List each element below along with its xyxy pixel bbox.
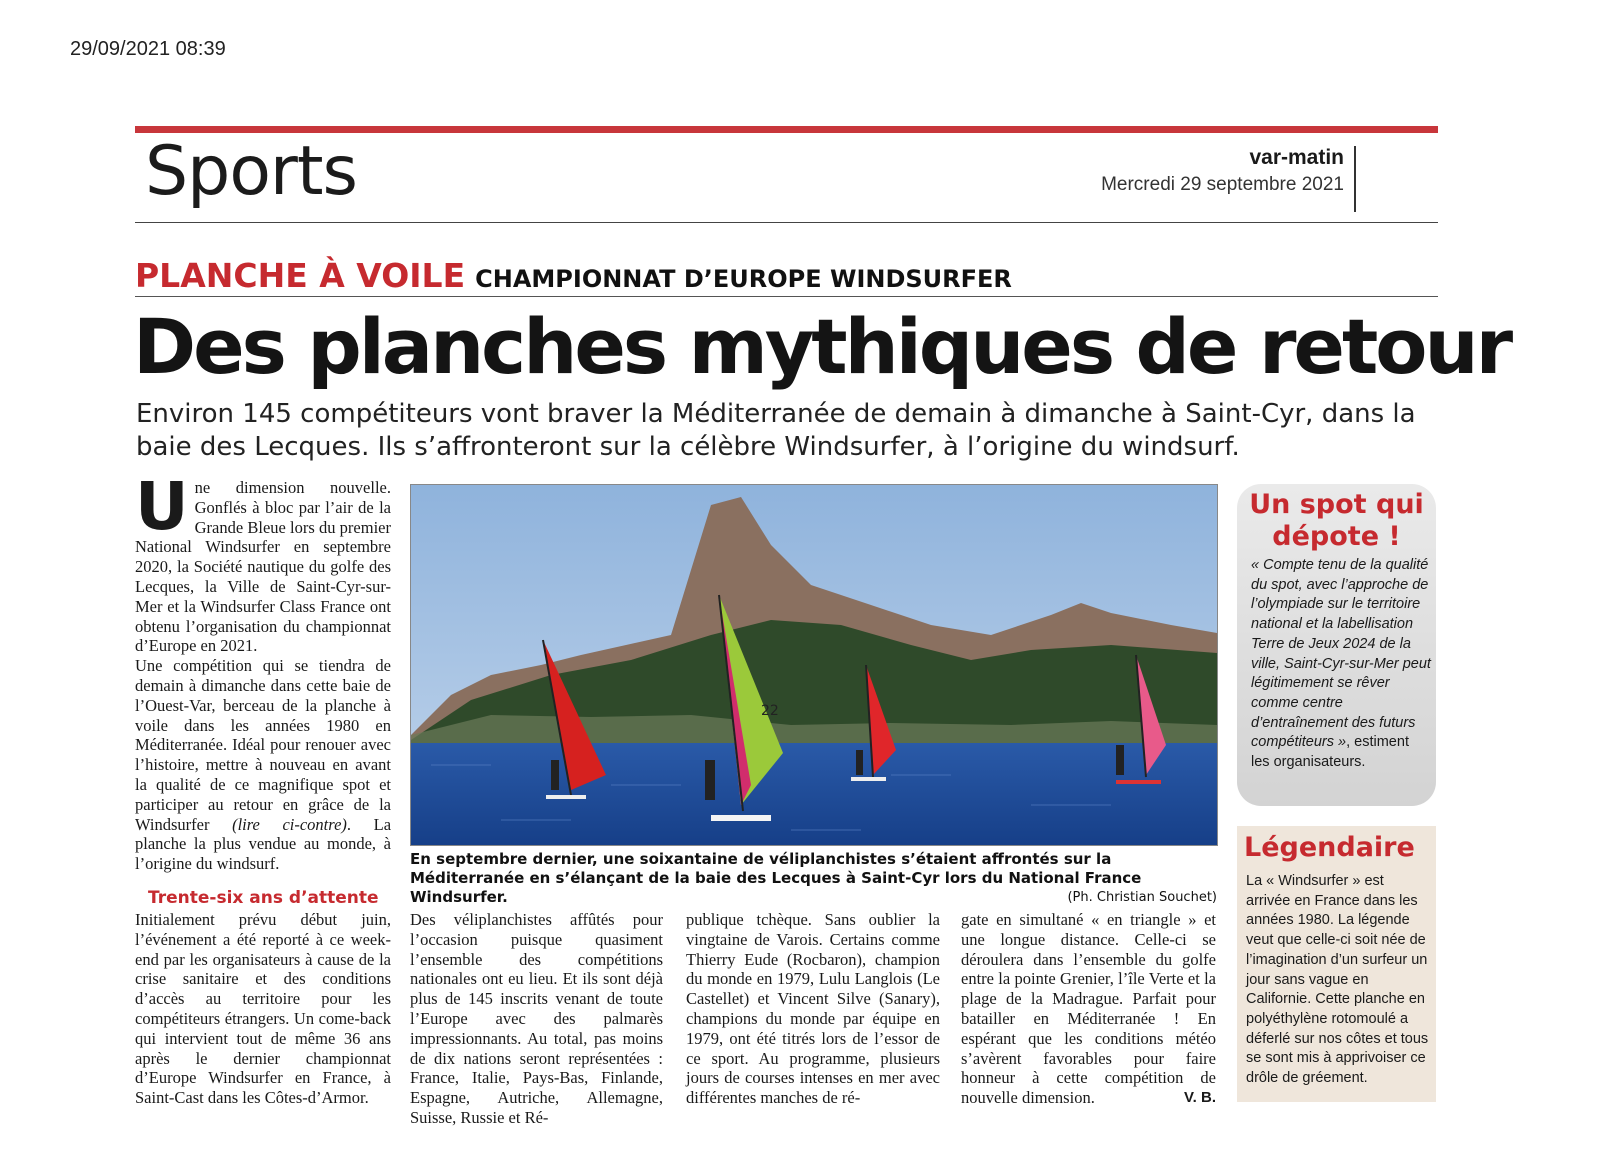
kicker bbox=[135, 256, 1012, 295]
print-timestamp: 29/09/2021 08:39 bbox=[70, 38, 226, 60]
header-divider bbox=[135, 222, 1438, 223]
article-column-1-lower: Initialement prévu début juin, l’événement a été reporté à ce week-end par les organisateurs à cause de la crise sanitaire et des conditions d’accès au territoire pour les compétiteurs étrangers. Un come-back qui intervient tout de même 36 ans après le dernier championnat d’Europe Windsurfer en France, à Saint-Cast dans les Côtes-d’Armor. bbox=[135, 910, 391, 1108]
kicker-divider bbox=[135, 296, 1438, 297]
standfirst: Environ 145 compétiteurs vont braver la Méditerranée de demain à dimanche à Saint-Cyr, dans la baie des Lecques. Ils s’affronteront sur la célèbre Windsurfer, à l’origine du windsurf. bbox=[136, 399, 1416, 462]
caption-text: En septembre dernier, une soixantaine de véliplanchistes s’étaient affrontés sur la Méditerranée en s’élançant de la baie des Lecques à Saint-Cyr lors du National France Windsurfer. bbox=[410, 850, 1142, 906]
svg-text:22: 22 bbox=[761, 703, 779, 719]
newspaper-name: var-matin bbox=[1249, 146, 1344, 169]
windsurf-scene-illustration bbox=[411, 485, 1217, 845]
masthead-info bbox=[1101, 146, 1356, 212]
section-title: Sports bbox=[145, 132, 357, 211]
article-column-1 bbox=[135, 468, 392, 874]
headline: Des planches mythiques de retour bbox=[133, 302, 1511, 391]
column-4-text: gate en simultané « en triangle » et une longue distance. Celle-ci se déroulera dans l’ensemble du golfe entre la pointe Grenier, l’île Verte et la plage de la Madrague. Parfait pour batailler en Méditerranée ! En espérant que les conditions météo s’avèrent favorables pour faire honneur à cette compétition de nouvelle dimension. bbox=[961, 910, 1216, 1108]
article-column-4 bbox=[961, 910, 1216, 1108]
drop-cap: U bbox=[135, 468, 189, 545]
photo-caption bbox=[410, 850, 1217, 907]
author-signature: V. B. bbox=[1184, 1089, 1216, 1107]
publication-date: Mercredi 29 septembre 2021 bbox=[1101, 174, 1344, 195]
paragraph-2: Une compétition qui se tiendra de demain à dimanche dans cette baie de l’Ouest-Var, berceau de la planche à voile dans les années 1980 en Méditerranée. Idéal pour renouer avec l’histoire, mettre à nouveau en avant la qualité de ce magnifique spot et participer au retour en grâce de la Windsurfer (lire ci-contre). La planche la plus vendue au monde, à l’origine du windsurf. bbox=[135, 656, 392, 874]
sidebar-spot-quote: « Compte tenu de la qualité du spot, avec l’approche de l’olympiade sur le territoire national et la labellisation Terre de Jeux 2024 de la ville, Saint-Cyr-sur-Mer peut légitimement se rêver comme centre d’entraînement des futurs compétiteurs » bbox=[1251, 557, 1431, 751]
article-column-3: publique tchèque. Sans oublier la vingtaine de Varois. Certains comme Thierry Eude (Rocbaron), champion du monde en 1979, Lulu Langlois (Le Castellet) et Vincent Silve (Sanary), champions du monde par équipe en 1979, ont été titrés lors de l’essor de ce sport. Au programme, plusieurs jours de courses intenses en mer avec différentes manches de ré- bbox=[686, 910, 940, 1108]
subheading: Trente-six ans d’attente bbox=[148, 888, 379, 908]
kicker-topic: PLANCHE À VOILE bbox=[135, 256, 466, 295]
photo-credit: (Ph. Christian Souchet) bbox=[1067, 890, 1217, 905]
sidebar-spot-attribution: , estiment les organisateurs. bbox=[1251, 734, 1409, 771]
sidebar-spot-title: Un spot qui dépote ! bbox=[1249, 489, 1424, 552]
photo-windsurfers bbox=[410, 484, 1218, 846]
sidebar-legend-text: La « Windsurfer » est arrivée en France dans les années 1980. La légende veut que celle-ci soit née de l’imagination d’un surfeur un jour sans vague en Californie. Cette planche en polyéthylène rotomoulé a déferlé sur nos côtes et tous se sont mis à apprivoiser ce drôle de gréement. bbox=[1246, 873, 1429, 1087]
paragraph-1: ne dimension nouvelle. Gonflés à bloc par l’air de la Grande Bleue lors du premier National Windsurfer en septembre 2020, la Société nautique du golfe des Lecques, la Ville de Saint-Cyr-sur-Mer et la Windsurfer Class France ont obtenu l’organisation du championnat d’Europe en 2021. bbox=[135, 478, 391, 656]
sidebar-spot-text bbox=[1251, 556, 1431, 773]
sidebar-legend-title: Légendaire bbox=[1244, 832, 1415, 863]
kicker-subtopic: CHAMPIONNAT D’EUROPE WINDSURFER bbox=[475, 265, 1012, 293]
article-column-2: Des véliplanchistes affûtés pour l’occasion puisque quasiment l’ensemble des compétitions nationales ont eu lieu. Et ils sont déjà plus de 145 inscrits venant de toute l’Europe avec des palmarès impressionnants. Au total, pas moins de dix nations seront représentées : France, Italie, Pays-Bas, Finlande, Espagne, Autriche, Allemagne, Suisse, Russie et Ré- bbox=[410, 910, 663, 1127]
